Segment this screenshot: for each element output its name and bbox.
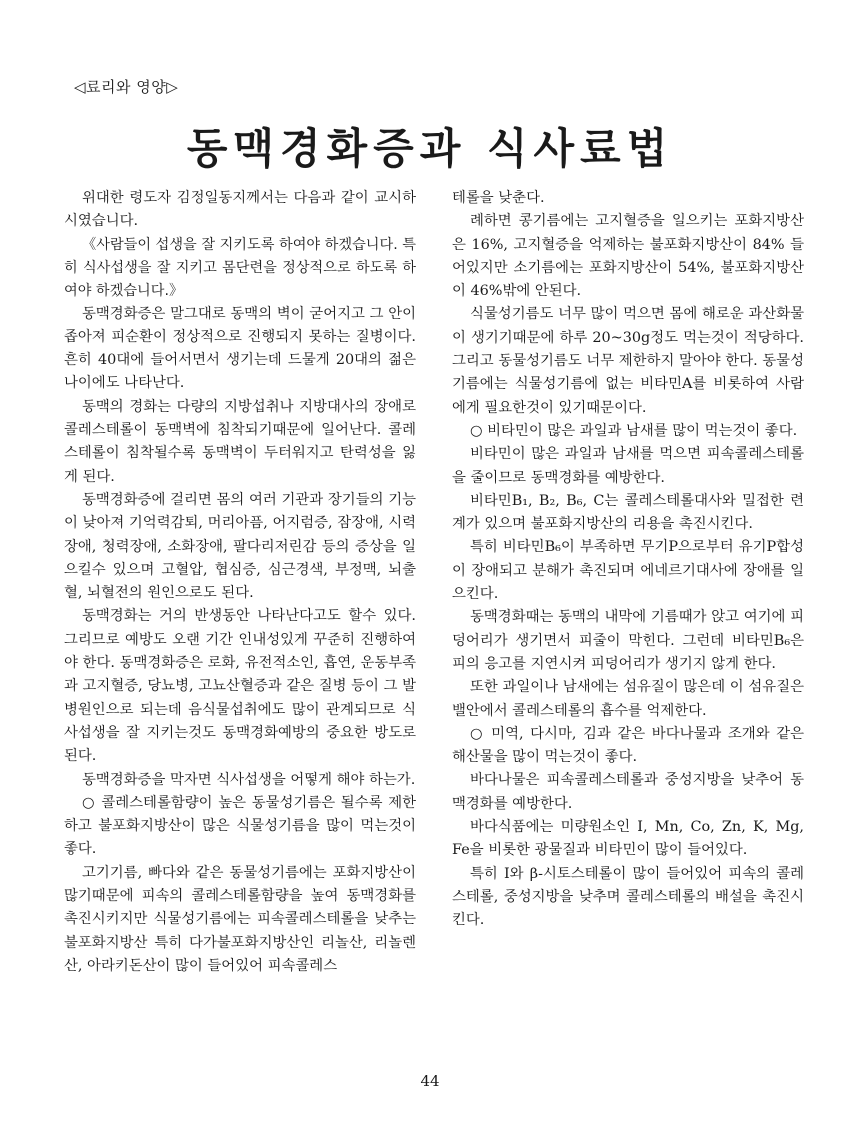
paragraph: 동맥경화증에 걸리면 몸의 여러 기관과 장기들의 기능이 낮아져 기억력감퇴, 머리아픔, 어지럼증, 잠장애, 시력장애, 청력장애, 소화장애, 팔다리저린감 등의 증상을 일으킬수 있으며 고혈압, 협심증, 심근경색, 부정맥, 뇌출혈, 뇌혈전의 원인으로도 된다. — [64, 491, 416, 602]
paragraph: 비타민B₁, B₂, B₆, C는 콜레스테롤대사와 밀접한 련계가 있으며 불포화지방산의 리용을 촉진시킨다. — [452, 492, 804, 533]
paragraph: 례하면 콩기름에는 고지혈증을 일으키는 포화지방산은 16%, 고지혈증을 억제하는 불포화지방산이 84% 들어있지만 소기름에는 포화지방산이 54%, 불포화지방산이 46%밖에 안된다. — [452, 213, 804, 300]
paragraph: 바다나물은 피속콜레스테롤과 중성지방을 낮추어 동맥경화를 예방한다. — [452, 772, 804, 812]
paragraph: 테롤을 낮춘다. — [452, 190, 545, 206]
paragraph: ○ 미역, 다시마, 김과 같은 바다나물과 조개와 같은 해산물을 많이 먹는것이 좋다. — [452, 725, 804, 766]
paragraph: 비타민이 많은 과일과 남새를 먹으면 피속콜레스테롤을 줄이므로 동맥경화를 예방한다. — [452, 446, 804, 486]
paragraph: 동맥경화는 거의 반생동안 나타난다고도 할수 있다. 그리므로 예방도 오랜 기간 인내성있게 꾸준히 진행하여야 한다. 동맥경화증은 로화, 유전적소인, 흡연, 운동부족과 고지혈증, 당뇨병, 고뇨산혈증과 같은 질병 등이 그 발병원인으로 되는데 음식물섭취에도 많이 관계되므로 식사섭생을 잘 지키는것도 동맥경화예방의 중요한 방도로 된다. — [64, 608, 416, 765]
paragraph: 위대한 령도자 김정일동지께서는 다음과 같이 교시하시였습니다. — [64, 190, 416, 230]
paragraph: 특히 I와 β-시토스테롤이 많이 들어있어 피속의 콜레스테롤, 중성지방을 낮추며 콜레스테롤의 배설을 촉진시킨다. — [452, 865, 804, 929]
paragraph: ○ 비타민이 많은 과일과 남새를 많이 먹는것이 좋다. — [470, 422, 798, 439]
paragraph: ○ 콜레스테롤함량이 높은 동물성기름은 될수록 제한하고 불포화지방산이 많은 식물성기름을 많이 먹는것이 좋다. — [64, 794, 416, 858]
paragraph: 고기기름, 빠다와 같은 동물성기름에는 포화지방산이 많기때문에 피속의 콜레스테롤함량을 높여 동맥경화를 촉진시키지만 식물성기름에는 피속콜레스테롤을 낮추는 불포화지방산 특히 다가불포화지방산인 리놀산, 리놀렌산, 아라키돈산이 많이 들어있어 피속콜레스 — [64, 864, 416, 974]
page-title: 동맥경화증과 식사료법 — [186, 124, 674, 173]
paragraph: 동맥경화증은 말그대로 동맥의 벽이 굳어지고 그 안이 좁아져 피순환이 정상적으로 진행되지 못하는 질병이다. 흔히 40대에 들어서면서 생기는데 드물게 20대의 젊은 나이에도 나타난다. — [64, 305, 416, 392]
paragraph: 또한 과일이나 남새에는 섬유질이 많은데 이 섬유질은 밸안에서 콜레스테롤의 흡수를 억제한다. — [452, 679, 804, 719]
paragraph: 특히 비타민B₆이 부족하면 무기P으로부터 유기P합성이 장애되고 분해가 촉진되며 에네르기대사에 장애를 일으킨다. — [452, 539, 804, 603]
paragraph: 동맥경화때는 동맥의 내막에 기름때가 앉고 여기에 피덩어리가 생기면서 피줄이 막힌다. 그런데 비타민B₆은 피의 응고를 지연시켜 피덩어리가 생기지 않게 한다. — [452, 609, 804, 672]
section-tag: ◁료리와 영양▷ — [74, 78, 179, 96]
paragraph: 바다식품에는 미량원소인 I, Mn, Co, Zn, K, Mg, Fe을 비롯한 광물질과 비타민이 많이 들어있다. — [452, 819, 804, 859]
page-number: 44 — [420, 1072, 440, 1090]
left-column — [64, 187, 416, 978]
paragraph: 동맥경화증을 막자면 식사섭생을 어떻게 해야 하는가. — [82, 771, 416, 788]
paragraph: 식물성기름도 너무 많이 먹으면 몸에 해로운 과산화물이 생기기때문에 하루 20~30g정도 먹는것이 적당하다. 그리고 동물성기름도 너무 제한하지 말아야 한다. 동물성기름에는 식물성기름에 없는 비타민A를 비롯하여 사람에게 필요한것이 있기때문이다. — [452, 306, 804, 416]
quote-paragraph: 《사람들이 섭생을 잘 지키도록 하여야 하겠습니다. 특히 식사섭생을 잘 지키고 몸단련을 정상적으로 하도록 하여야 하겠습니다.》 — [64, 236, 416, 299]
right-column — [452, 187, 804, 933]
paragraph: 동맥의 경화는 다량의 지방섭취나 지방대사의 장애로 콜레스테롤이 동맥벽에 침착되기때문에 일어난다. 콜레스테롤이 침착될수록 동맥벽이 두터워지고 탄력성을 잃게 된다. — [64, 398, 416, 485]
